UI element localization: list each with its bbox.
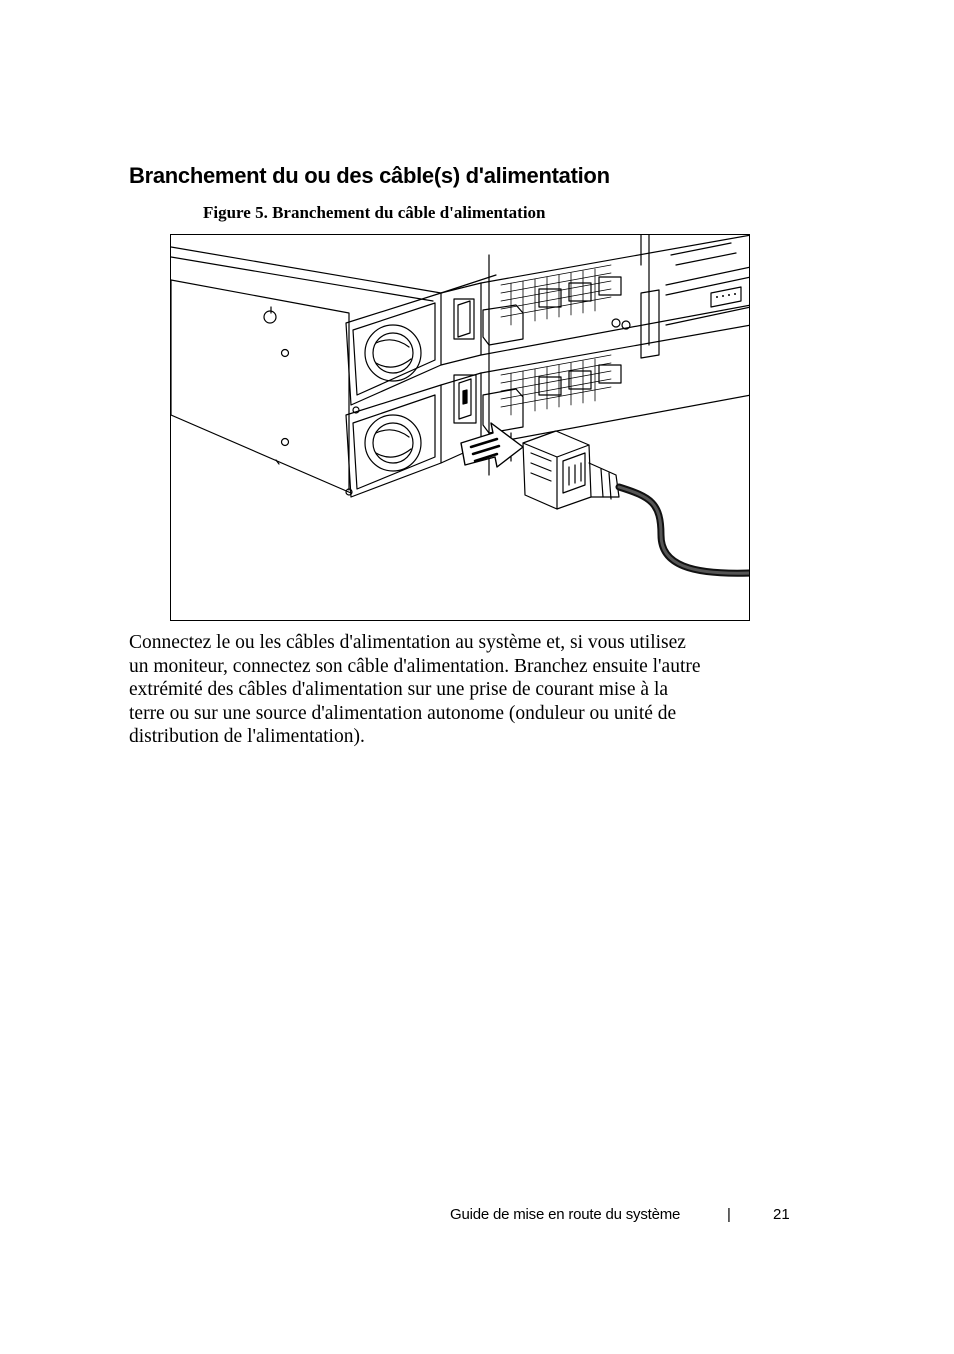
- body-paragraph: [129, 631, 799, 749]
- server-chassis: [171, 247, 496, 495]
- footer-title: Guide de mise en route du système: [450, 1206, 681, 1223]
- body-line: distribution de l'alimentation).: [129, 726, 365, 748]
- body-line: terre ou sur une source d'alimentation autonome (onduleur ou unité de: [129, 702, 677, 724]
- power-supply-2: [346, 373, 481, 497]
- power-cable: [619, 487, 750, 573]
- figure-illustration: [170, 234, 750, 621]
- body-line: extrémité des câbles d'alimentation sur une prise de courant mise à la: [129, 679, 669, 701]
- figure-caption: Figure 5. Branchement du câble d'alimentation: [203, 203, 546, 222]
- body-line: Connectez le ou les câbles d'alimentation au système et, si vous utilisez: [129, 632, 686, 653]
- section-heading: Branchement du ou des câble(s) d'alimentation: [129, 163, 610, 188]
- power-supply-1: [346, 283, 481, 405]
- io-panel: [481, 235, 750, 475]
- power-cord-plug: [523, 431, 619, 509]
- footer-separator: |: [727, 1206, 731, 1223]
- insert-arrow-icon: [461, 423, 523, 467]
- body-line: un moniteur, connectez son câble d'alimentation. Branchez ensuite l'autre: [129, 655, 701, 677]
- page-number: 21: [773, 1206, 790, 1223]
